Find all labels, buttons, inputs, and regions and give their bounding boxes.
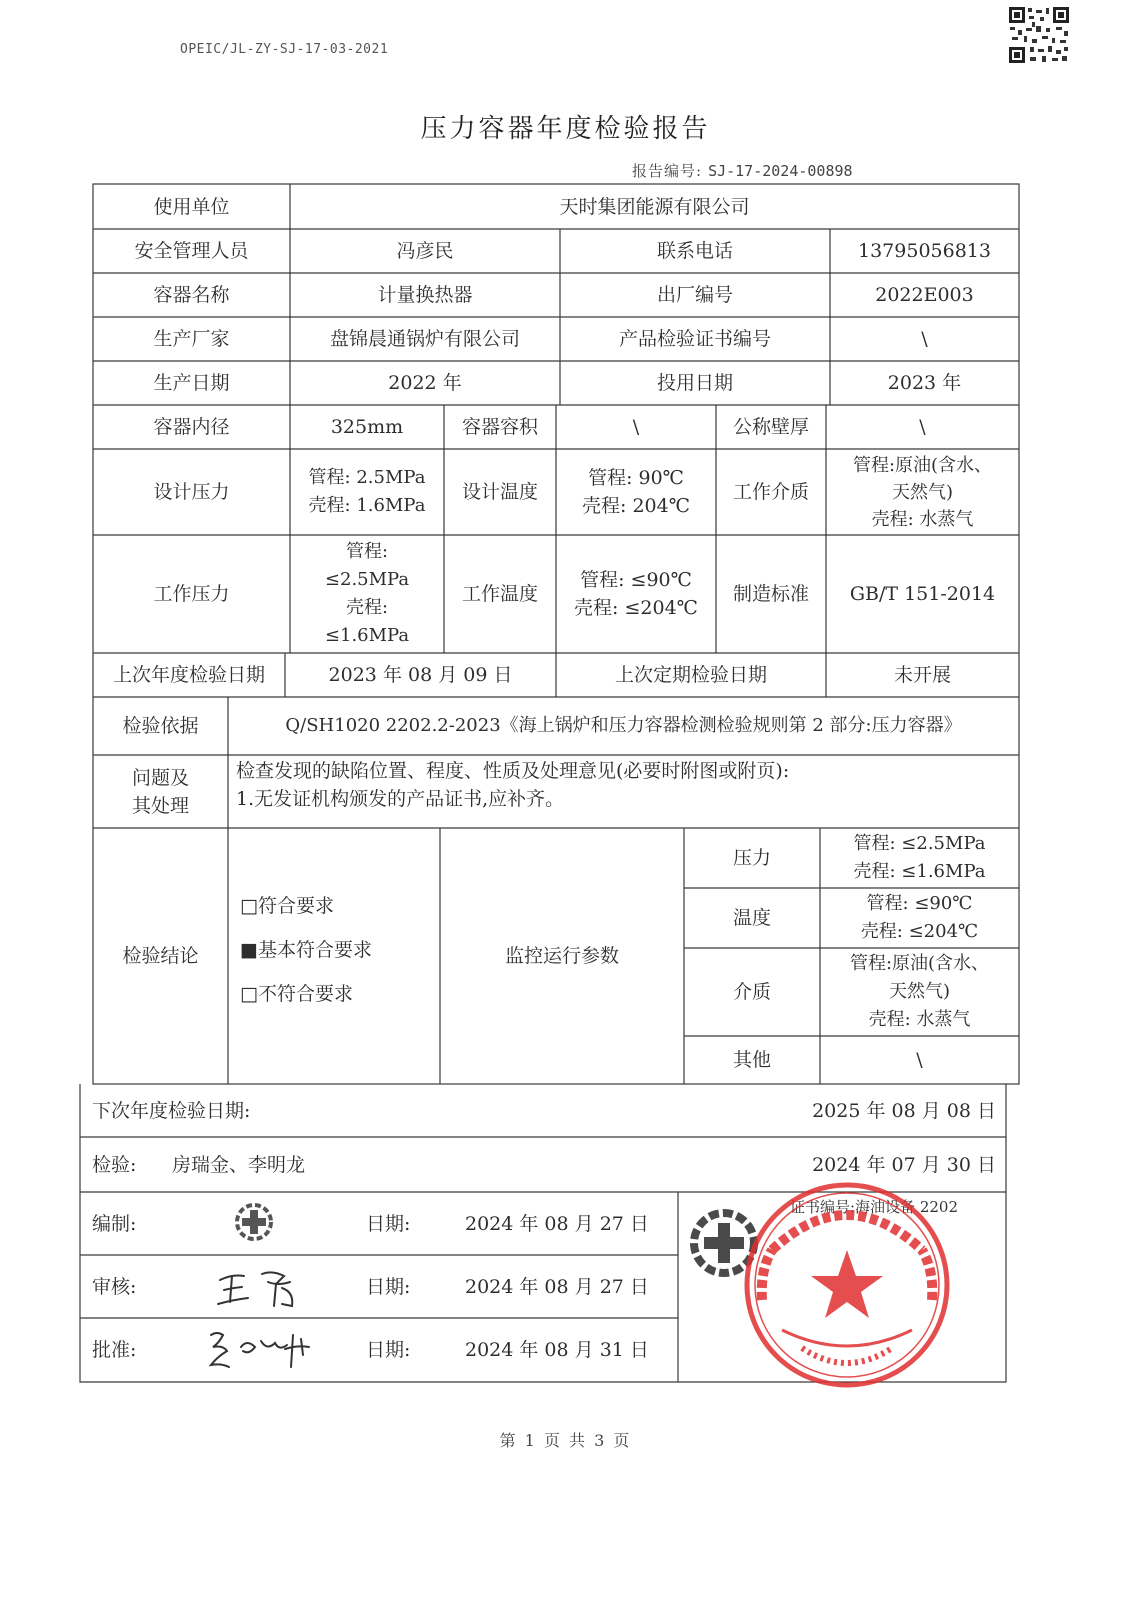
monitor-medium-line-3: 壳程: 水蒸气 — [868, 1009, 971, 1030]
work-temp-label: 工作温度 — [461, 583, 538, 605]
monitor-temp-value — [820, 888, 1019, 948]
issues-label-line-1: 问题及 — [131, 766, 189, 789]
monitor-other-value: \ — [916, 1049, 923, 1071]
mfg-date-label: 生产日期 — [153, 372, 230, 394]
next-inspection-date: 2025 年 08 月 08 日 — [812, 1099, 996, 1122]
approve-label: 批准: — [92, 1339, 137, 1361]
basis-label: 检验依据 — [122, 715, 199, 737]
review-date: 2024 年 08 月 27 日 — [465, 1275, 649, 1298]
thickness-value: \ — [919, 416, 926, 438]
work-pressure-line-3: 壳程: — [345, 597, 389, 618]
monitor-medium-label: 介质 — [732, 981, 771, 1003]
maker-value: 盘锦晨通锅炉有限公司 — [329, 328, 520, 350]
design-temp-label: 设计温度 — [461, 481, 538, 503]
approve-date: 2024 年 08 月 31 日 — [465, 1339, 649, 1361]
compiler-seal-icon — [230, 1200, 278, 1244]
reviewer-signature — [212, 1262, 312, 1312]
official-seal-stamp — [742, 1180, 952, 1390]
monitor-label: 监控运行参数 — [504, 945, 619, 967]
inspect-label: 检验: — [92, 1153, 137, 1176]
issues-item-1: 1.无发证机构颁发的产品证书,应补齐。 — [236, 788, 565, 810]
monitor-pressure-tube: 管程: ≤2.5MPa — [853, 833, 986, 854]
monitor-medium-line-2: 天然气) — [888, 981, 951, 1002]
inspectors: 房瑞金、李明龙 — [172, 1153, 306, 1176]
work-temp-shell: 壳程: ≤204℃ — [574, 597, 698, 619]
monitor-other-label: 其他 — [732, 1049, 771, 1071]
cert-label: 产品检验证书编号 — [618, 328, 771, 350]
monitor-pressure-value — [820, 828, 1019, 888]
thickness-label: 公称壁厚 — [732, 416, 809, 438]
mfg-date-value: 2022 年 — [388, 372, 462, 394]
safety-label: 安全管理人员 — [134, 240, 249, 262]
maker-label: 生产厂家 — [153, 328, 230, 350]
phone-value: 13795056813 — [858, 240, 991, 262]
report-number-value: SJ-17-2024-00898 — [708, 162, 853, 180]
last-periodic-value: 未开展 — [893, 664, 951, 686]
work-temp-tube: 管程: ≤90℃ — [580, 569, 692, 591]
work-pressure-line-1: 管程: — [345, 541, 389, 562]
conclusion-options — [240, 880, 440, 1020]
volume-label: 容器容积 — [461, 416, 538, 438]
monitor-temp-shell: 壳程: ≤204℃ — [860, 921, 979, 942]
diameter-value: 325mm — [330, 416, 404, 438]
last-annual-label: 上次年度检验日期 — [112, 664, 265, 686]
report-number-label: 报告编号: — [632, 162, 703, 180]
document-code: OPEIC/JL-ZY-SJ-17-03-2021 — [180, 42, 389, 57]
option-conforms[interactable]: □符合要求 — [240, 895, 334, 917]
work-pressure-line-4: ≤1.6MPa — [324, 625, 410, 646]
volume-value: \ — [632, 416, 640, 438]
design-temp-shell: 壳程: 204℃ — [582, 495, 690, 517]
issues-intro: 检查发现的缺陷位置、程度、性质及处理意见(必要时附图或附页): — [236, 760, 790, 782]
vessel-label: 容器名称 — [153, 284, 230, 306]
option-nonconforming[interactable]: □不符合要求 — [240, 983, 353, 1005]
serial-value: 2022E003 — [875, 284, 974, 306]
next-inspection-label: 下次年度检验日期: — [92, 1099, 251, 1122]
cert-value: \ — [921, 328, 928, 350]
unit-label: 使用单位 — [153, 195, 230, 218]
work-pressure-value — [290, 535, 444, 653]
report-title: 压力容器年度检验报告 — [420, 114, 711, 144]
design-temp-tube: 管程: 90℃ — [588, 467, 684, 489]
last-annual-value: 2023 年 08 月 09 日 — [328, 664, 513, 686]
use-date-value: 2023 年 — [887, 372, 962, 394]
design-pressure-tube: 管程: 2.5MPa — [308, 467, 426, 488]
medium-line-3: 壳程: 水蒸气 — [871, 508, 974, 530]
monitor-medium-line-1: 管程:原油(含水、 — [849, 953, 990, 974]
monitor-pressure-label: 压力 — [732, 847, 771, 869]
work-pressure-line-2: ≤2.5MPa — [324, 569, 410, 590]
diameter-label: 容器内径 — [153, 416, 230, 438]
standard-value: GB/T 151-2014 — [849, 583, 996, 605]
approver-signature — [205, 1325, 315, 1373]
report-number — [632, 160, 853, 181]
compile-date: 2024 年 08 月 27 日 — [465, 1212, 649, 1235]
monitor-temp-label: 温度 — [732, 907, 771, 929]
work-pressure-label: 工作压力 — [153, 583, 230, 605]
monitor-medium-value — [820, 948, 1019, 1036]
last-periodic-label: 上次定期检验日期 — [614, 664, 767, 686]
design-pressure-value — [290, 449, 444, 535]
work-temp-value — [556, 535, 716, 653]
basis-value: Q/SH1020 2202.2-2023《海上锅炉和压力容器检测检验规则第 2 部分:压力容器》 — [285, 715, 962, 736]
medium-line-2: 天然气) — [891, 481, 954, 503]
page-footer: 第 1 页 共 3 页 — [499, 1431, 632, 1450]
phone-label: 联系电话 — [656, 240, 733, 262]
serial-label: 出厂编号 — [656, 284, 733, 306]
inspect-date: 2024 年 07 月 30 日 — [812, 1153, 996, 1176]
certificate-number: 证书编号:海油设备 2202 — [790, 1198, 958, 1216]
monitor-temp-tube: 管程: ≤90℃ — [866, 893, 973, 914]
standard-label: 制造标准 — [732, 583, 809, 605]
conclusion-label: 检验结论 — [122, 945, 199, 967]
safety-value: 冯彦民 — [396, 240, 454, 262]
design-pressure-shell: 壳程: 1.6MPa — [308, 495, 426, 516]
design-pressure-label: 设计压力 — [153, 481, 230, 503]
approve-date-label: 日期: — [366, 1339, 411, 1361]
option-basically-conforms[interactable]: ■基本符合要求 — [240, 939, 372, 961]
monitor-pressure-shell: 壳程: ≤1.6MPa — [853, 861, 986, 882]
review-date-label: 日期: — [366, 1275, 411, 1298]
medium-line-1: 管程:原油(含水、 — [852, 454, 993, 476]
issues-label-line-2: 其处理 — [131, 794, 189, 817]
medium-value — [826, 449, 1019, 535]
use-date-label: 投用日期 — [656, 372, 733, 394]
design-temp-value — [556, 449, 716, 535]
medium-label: 工作介质 — [732, 481, 809, 503]
vessel-value: 计量换热器 — [377, 284, 473, 306]
review-label: 审核: — [92, 1275, 137, 1298]
issues-label — [93, 755, 228, 828]
unit-value: 天时集团能源有限公司 — [559, 195, 750, 218]
issues-value — [236, 757, 1016, 813]
compile-label: 编制: — [92, 1212, 137, 1235]
compile-date-label: 日期: — [366, 1212, 411, 1235]
qr-code — [1008, 6, 1070, 64]
